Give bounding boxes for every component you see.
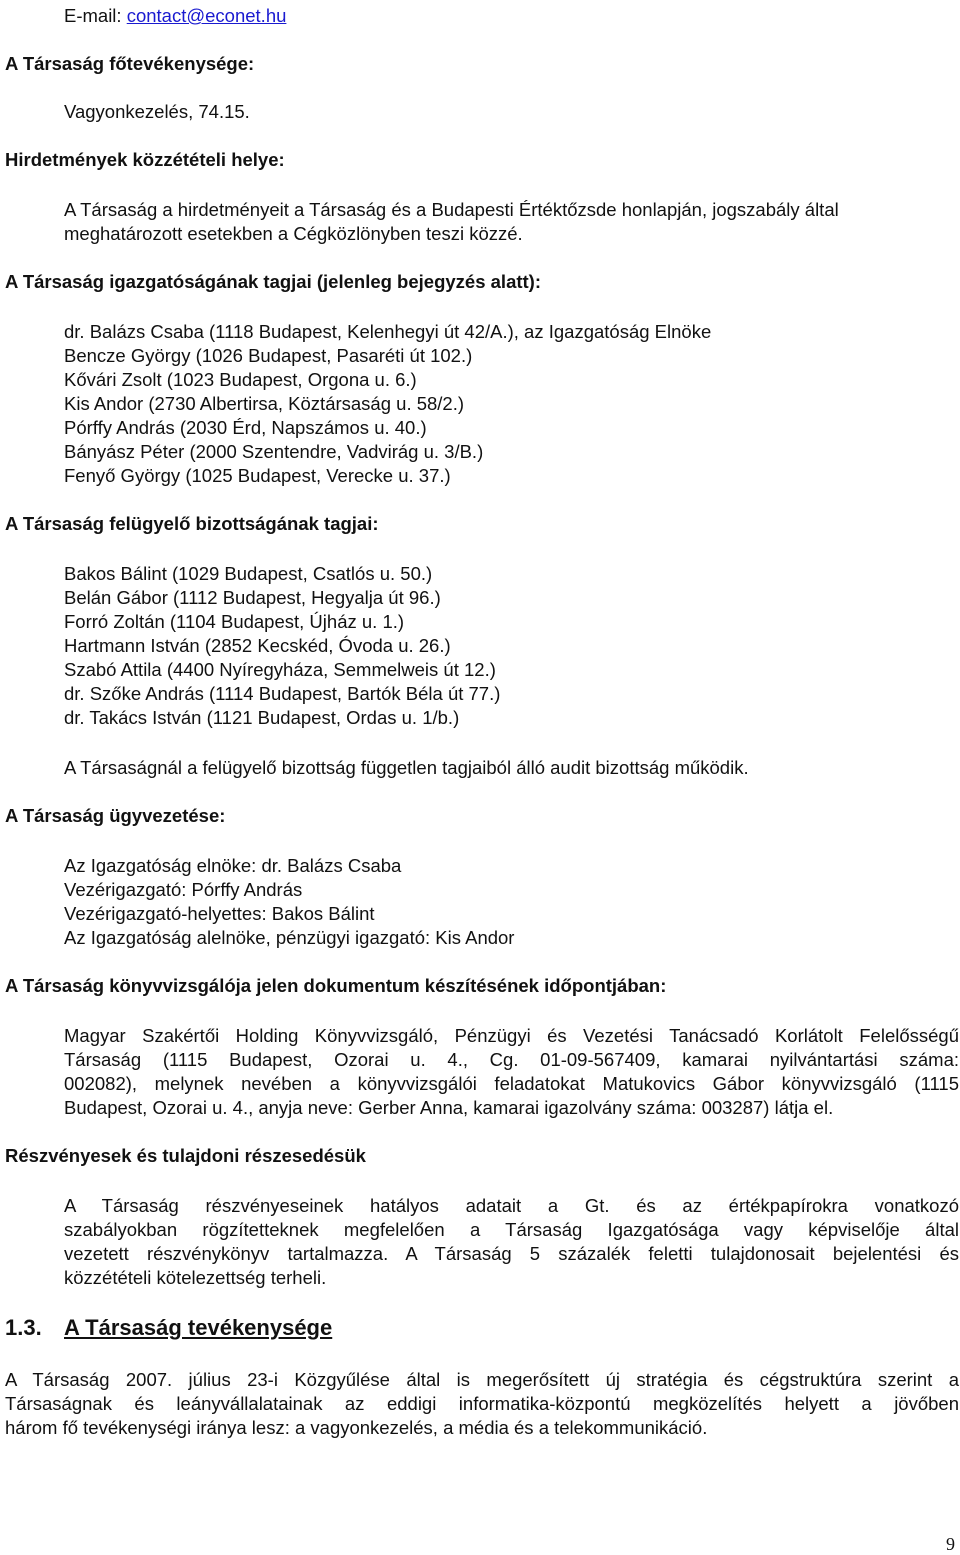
- main-activity-heading: A Társaság főtevékenysége:: [5, 53, 255, 74]
- supervisory-heading: A Társaság felügyelő bizottságának tagjai:: [5, 513, 379, 534]
- supervisory-member: dr. Szőke András (1114 Budapest, Bartók Béla út 77.): [64, 683, 501, 704]
- section-title-text: A Társaság tevékenysége: [64, 1315, 333, 1340]
- management-line: Az Igazgatóság elnöke: dr. Balázs Csaba: [64, 855, 402, 876]
- supervisory-member: Forró Zoltán (1104 Budapest, Újház u. 1.): [64, 611, 405, 632]
- shareholders-line: vezetett részvénykönyv tartalmazza. A Társaság 5 százalék feletti tulajdonosait bejelentési és: [64, 1243, 959, 1264]
- auditor-heading: A Társaság könyvvizsgálója jelen dokumentum készítésének időpontjában:: [5, 975, 667, 996]
- section-number: 1.3.: [5, 1315, 42, 1340]
- shareholders-line: A Társaság részvényeseinek hatályos adatait a Gt. és az értékpapírokra vonatkozó: [64, 1195, 959, 1216]
- board-member: Pórffy András (2030 Érd, Napszámos u. 40.): [64, 417, 427, 438]
- shareholders-line: szabályokban rögzítetteknek megfelelően a Társaság Igazgatósága vagy képviselője által: [64, 1219, 959, 1240]
- section-title: [64, 1316, 332, 1340]
- section-line: három fő tevékenységi iránya lesz: a vagyonkezelés, a média és a telekommunikáció.: [5, 1417, 708, 1438]
- section-line: Társaságnak és leányvállalatainak az eddigi informatika-központú megközelítés helyett a jövőben: [5, 1393, 959, 1414]
- email-line: [64, 4, 286, 28]
- auditor-line: Magyar Szakértői Holding Könyvvizsgáló, Pénzügyi és Vezetési Tanácsadó Korlátolt Felelősségű: [64, 1025, 959, 1046]
- management-line: Vezérigazgató: Pórffy András: [64, 879, 303, 900]
- announcements-line: A Társaság a hirdetményeit a Társaság és a Budapesti Értéktőzsde honlapján, jogszabály által: [64, 199, 839, 220]
- supervisory-member: dr. Takács István (1121 Budapest, Ordas u. 1/b.): [64, 707, 460, 728]
- auditor-line: Budapest, Ozorai u. 4., anyja neve: Gerber Anna, kamarai igazolvány száma: 003287) látja el.: [64, 1097, 834, 1118]
- audit-committee-note: A Társaságnál a felügyelő bizottság független tagjaiból álló audit bizottság működik.: [64, 757, 749, 778]
- supervisory-member: Bakos Bálint (1029 Budapest, Csatlós u. 50.): [64, 563, 433, 584]
- announcements-heading: Hirdetmények közzétételi helye:: [5, 149, 285, 170]
- section-line: A Társaság 2007. július 23-i Közgyűlése által is megerősített új stratégia és cégstruktúra szerint a: [5, 1369, 959, 1390]
- board-member: Kis Andor (2730 Albertirsa, Köztársaság u. 58/2.): [64, 393, 465, 414]
- board-member: dr. Balázs Csaba (1118 Budapest, Kelenhegyi út 42/A.), az Igazgatóság Elnöke: [64, 321, 712, 342]
- supervisory-member: Szabó Attila (4400 Nyíregyháza, Semmelweis út 12.): [64, 659, 496, 680]
- announcements-line: meghatározott esetekben a Cégközlönyben teszi közzé.: [64, 223, 523, 244]
- auditor-line: Társaság (1115 Budapest, Ozorai u. 4., Cg. 01-09-567409, kamarai nyilvántartási száma:: [64, 1049, 959, 1070]
- auditor-line: 002082), melynek nevében a könyvvizsgálói feladatokat Matukovics Gábor könyvvizsgáló (1115: [64, 1073, 959, 1094]
- management-line: Az Igazgatóság alelnöke, pénzügyi igazgató: Kis Andor: [64, 927, 515, 948]
- supervisory-member: Belán Gábor (1112 Budapest, Hegyalja út 96.): [64, 587, 441, 608]
- board-member: Fenyő György (1025 Budapest, Verecke u. 37.): [64, 465, 451, 486]
- board-member: Bányász Péter (2000 Szentendre, Vadvirág u. 3/B.): [64, 441, 484, 462]
- management-line: Vezérigazgató-helyettes: Bakos Bálint: [64, 903, 375, 924]
- main-activity-text: Vagyonkezelés, 74.15.: [64, 101, 250, 122]
- shareholders-heading: Részvényesek és tulajdoni részesedésük: [5, 1145, 366, 1166]
- shareholders-line: közzétételi kötelezettség terheli.: [64, 1267, 327, 1288]
- email-link[interactable]: contact@econet.hu: [126, 5, 287, 26]
- supervisory-member: Hartmann István (2852 Kecskéd, Óvoda u. 26.): [64, 635, 451, 656]
- board-member: Bencze György (1026 Budapest, Pasaréti út 102.): [64, 345, 473, 366]
- management-heading: A Társaság ügyvezetése:: [5, 805, 226, 826]
- page-number: 9: [946, 1534, 955, 1554]
- board-heading: A Társaság igazgatóságának tagjai (jelenleg bejegyzés alatt):: [5, 271, 541, 292]
- board-member: Kővári Zsolt (1023 Budapest, Orgona u. 6.): [64, 369, 417, 390]
- email-label: E-mail:: [64, 5, 127, 26]
